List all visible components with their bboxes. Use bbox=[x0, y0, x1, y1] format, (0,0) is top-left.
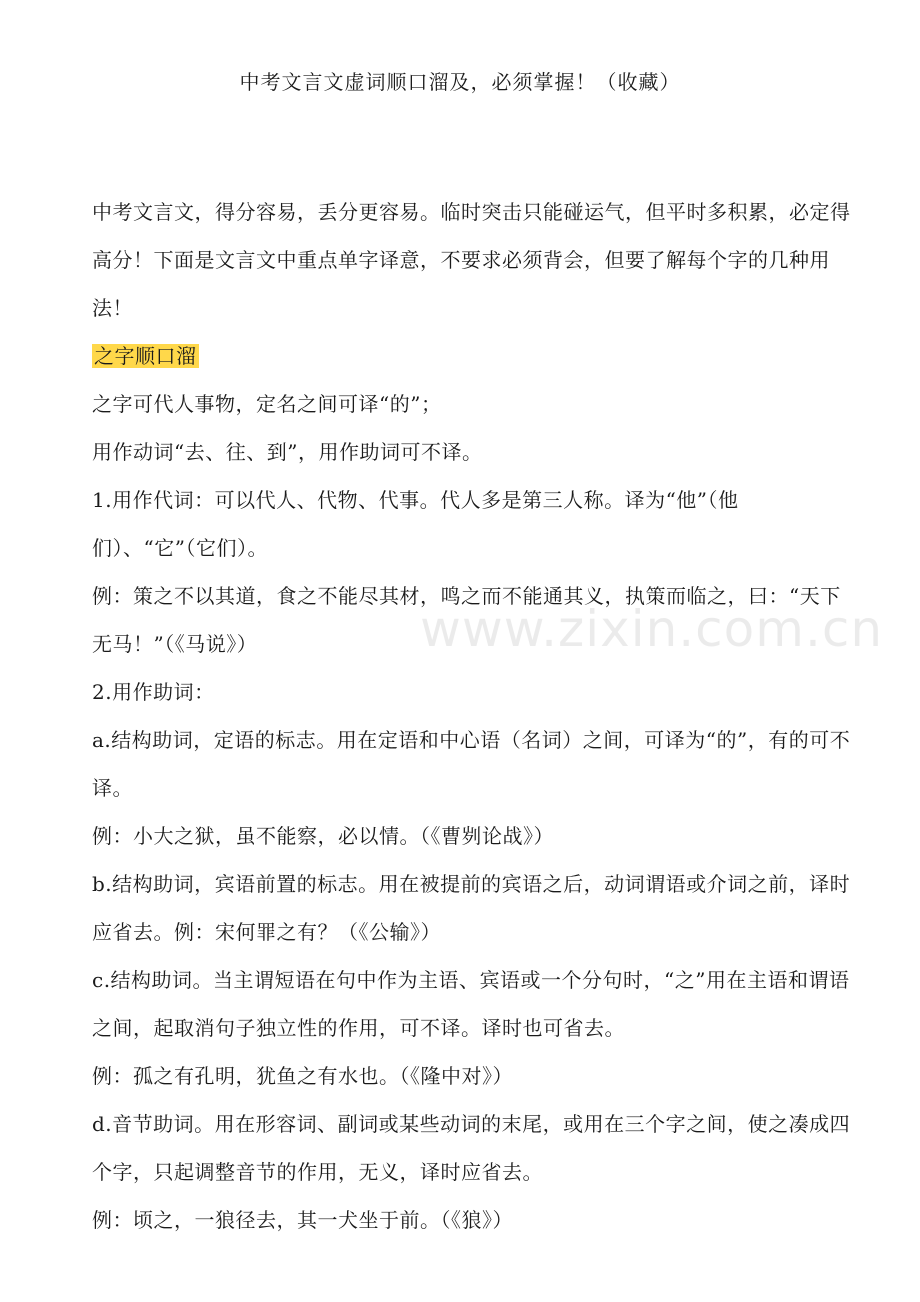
document-title: 中考文言文虚词顺口溜及，必须掌握！（收藏） bbox=[239, 70, 681, 94]
body-line: 用作动词“去、往、到”，用作助词可不译。 bbox=[92, 440, 483, 464]
body-line: 2.用作助词： bbox=[92, 680, 215, 704]
intro-paragraph: 中考文言文，得分容易，丢分更容易。临时突击只能碰运气，但平时多积累，必定得高分！下面是文言文中重点单字译意，不要求必须背会，但要了解每个字的几种用法！ bbox=[92, 200, 851, 320]
body-line: 之字可代人事物，定名之间可译“的”； bbox=[92, 392, 442, 416]
body-line: c.结构助词。当主谓短语在句中作为主语、宾语或一个分句时，“之”用在主语和谓语之间，起取消句子独立性的作用，可不译。译时也可省去。 bbox=[92, 968, 850, 1040]
body-line: b.结构助词，宾语前置的标志。用在被提前的宾语之后，动词谓语或介词之前，译时应省去。例：宋何罪之有？（《公输》） bbox=[92, 872, 851, 944]
example-line: 例：策之不以其道，食之不能尽其材，鸣之而不能通其义，执策而临之，曰：“天下无马！”（《马说》） bbox=[92, 584, 841, 656]
example-line: 例：孤之有孔明，犹鱼之有水也。（《隆中对》） bbox=[92, 1064, 513, 1088]
example-line: 例：小大之狱，虽不能察，必以情。（《曹刿论战》） bbox=[92, 824, 554, 848]
body-line: 1.用作代词：可以代人、代物、代事。代人多是第三人称。译为“他”（他们）、“它”（它们）。 bbox=[92, 488, 739, 560]
section-heading: 之字顺口溜 bbox=[94, 344, 197, 368]
body-line: a.结构助词，定语的标志。用在定语和中心语（名词）之间，可译为“的”，有的可不译。 bbox=[92, 728, 851, 800]
example-line: 例：顷之，一狼径去，其一犬坐于前。（《狼》） bbox=[92, 1208, 513, 1232]
section-heading-line bbox=[92, 332, 856, 380]
body-line: d.音节助词。用在形容词、副词或某些动词的末尾，或用在三个字之间，使之凑成四个字，只起调整音节的作用，无义，译时应省去。 bbox=[92, 1112, 851, 1184]
document-body bbox=[92, 188, 856, 1244]
watermark: www.zixin.com.cn bbox=[420, 600, 884, 658]
